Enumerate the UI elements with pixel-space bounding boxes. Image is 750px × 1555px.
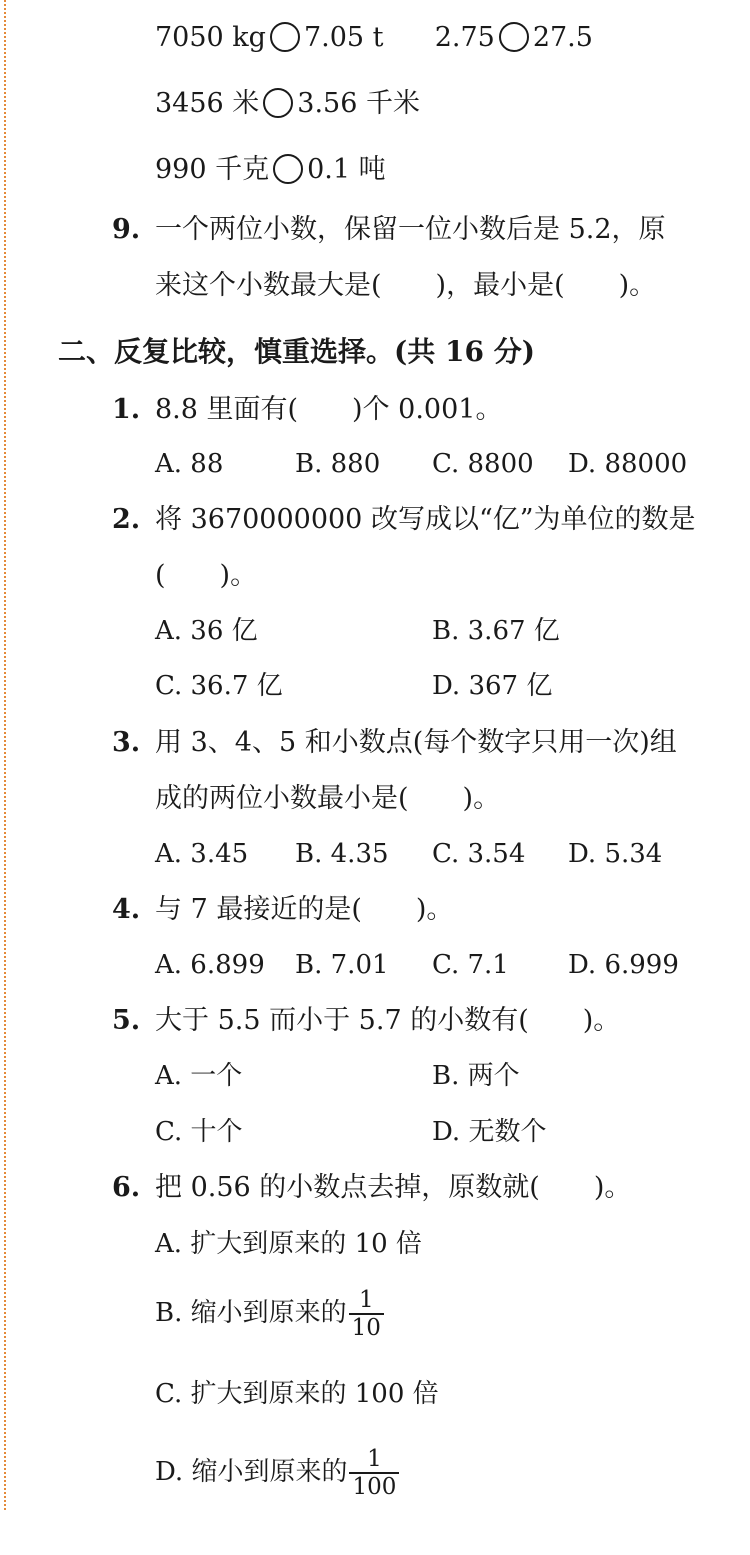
option-d[interactable] xyxy=(155,1446,399,1500)
fraction-numerator: 1 xyxy=(349,1287,384,1315)
question-number: 2. xyxy=(112,504,141,535)
question-number: 1. xyxy=(112,394,141,425)
option-b[interactable]: B. 7.01 xyxy=(295,950,389,980)
option-b[interactable]: B. 两个 xyxy=(432,1061,520,1091)
option-c[interactable]: C. 扩大到原来的 100 倍 xyxy=(155,1379,439,1409)
question-text: 来这个小数最大是( )，最小是( )。 xyxy=(155,270,657,301)
question-number: 6. xyxy=(112,1172,141,1203)
question-text: 成的两位小数最小是( )。 xyxy=(155,783,501,814)
option-a[interactable]: A. 扩大到原来的 10 倍 xyxy=(155,1229,422,1259)
compare-value: 27.5 xyxy=(532,22,593,53)
option-a[interactable]: A. 一个 xyxy=(155,1061,243,1091)
option-b[interactable]: B. 4.35 xyxy=(295,839,389,869)
option-d[interactable]: D. 6.999 xyxy=(568,950,679,980)
compare-value: 990 千克 xyxy=(155,154,270,185)
option-d[interactable]: D. 88000 xyxy=(568,449,688,479)
question-text: 大于 5.5 而小于 5.7 的小数有( )。 xyxy=(155,1005,621,1036)
fraction-numerator: 1 xyxy=(349,1446,399,1474)
compare-value: 0.1 吨 xyxy=(307,154,386,185)
option-d[interactable]: D. 5.34 xyxy=(568,839,663,869)
question-number: 9. xyxy=(112,214,141,245)
question-text: 与 7 最接近的是( )。 xyxy=(155,894,454,925)
compare-circle[interactable] xyxy=(263,88,293,118)
compare-row-3 xyxy=(155,152,386,188)
option-b-text: B. 缩小到原来的 xyxy=(155,1298,347,1328)
fraction xyxy=(349,1446,399,1500)
option-c[interactable]: C. 7.1 xyxy=(432,950,509,980)
compare-value: 7050 kg xyxy=(155,22,266,53)
option-c[interactable]: C. 3.54 xyxy=(432,839,526,869)
question-text: 将 3670000000 改写成以“亿”为单位的数是 xyxy=(155,504,696,535)
option-b[interactable]: B. 880 xyxy=(295,449,381,479)
fraction-denominator: 100 xyxy=(352,1474,397,1500)
question-text: ( )。 xyxy=(155,560,258,591)
question-number: 3. xyxy=(112,727,141,758)
option-c[interactable]: C. 36.7 亿 xyxy=(155,671,283,701)
option-a[interactable]: A. 3.45 xyxy=(155,839,249,869)
option-a[interactable]: A. 6.899 xyxy=(155,950,265,980)
option-a[interactable]: A. 36 亿 xyxy=(155,616,258,646)
compare-value: 3.56 千米 xyxy=(297,88,420,119)
section-title: 二、反复比较，慎重选择。(共 16 分) xyxy=(58,335,535,368)
fraction-denominator: 10 xyxy=(351,1315,381,1341)
compare-circle[interactable] xyxy=(270,22,300,52)
compare-value: 2.75 xyxy=(434,22,495,53)
compare-circle[interactable] xyxy=(499,22,529,52)
option-d[interactable]: D. 367 亿 xyxy=(432,671,553,701)
question-text: 用 3、4、5 和小数点(每个数字只用一次)组 xyxy=(155,727,677,758)
compare-row-2 xyxy=(155,86,420,122)
question-text: 8.8 里面有( )个 0.001。 xyxy=(155,394,503,425)
option-d-text: D. 缩小到原来的 xyxy=(155,1457,348,1487)
question-text: 把 0.56 的小数点去掉，原数就( )。 xyxy=(155,1172,632,1203)
compare-value: 3456 米 xyxy=(155,88,260,119)
option-c[interactable]: C. 十个 xyxy=(155,1117,243,1147)
fraction xyxy=(349,1287,384,1341)
compare-value: 7.05 t xyxy=(303,22,384,53)
compare-row-1 xyxy=(155,20,593,56)
option-d[interactable]: D. 无数个 xyxy=(432,1117,547,1147)
compare-circle[interactable] xyxy=(273,154,303,184)
option-b[interactable] xyxy=(155,1287,384,1341)
margin-dotted-line xyxy=(4,0,6,1510)
option-a[interactable]: A. 88 xyxy=(155,449,224,479)
option-c[interactable]: C. 8800 xyxy=(432,449,534,479)
question-number: 4. xyxy=(112,894,141,925)
question-text: 一个两位小数，保留一位小数后是 5.2，原 xyxy=(155,214,666,245)
option-b[interactable]: B. 3.67 亿 xyxy=(432,616,560,646)
question-number: 5. xyxy=(112,1005,141,1036)
